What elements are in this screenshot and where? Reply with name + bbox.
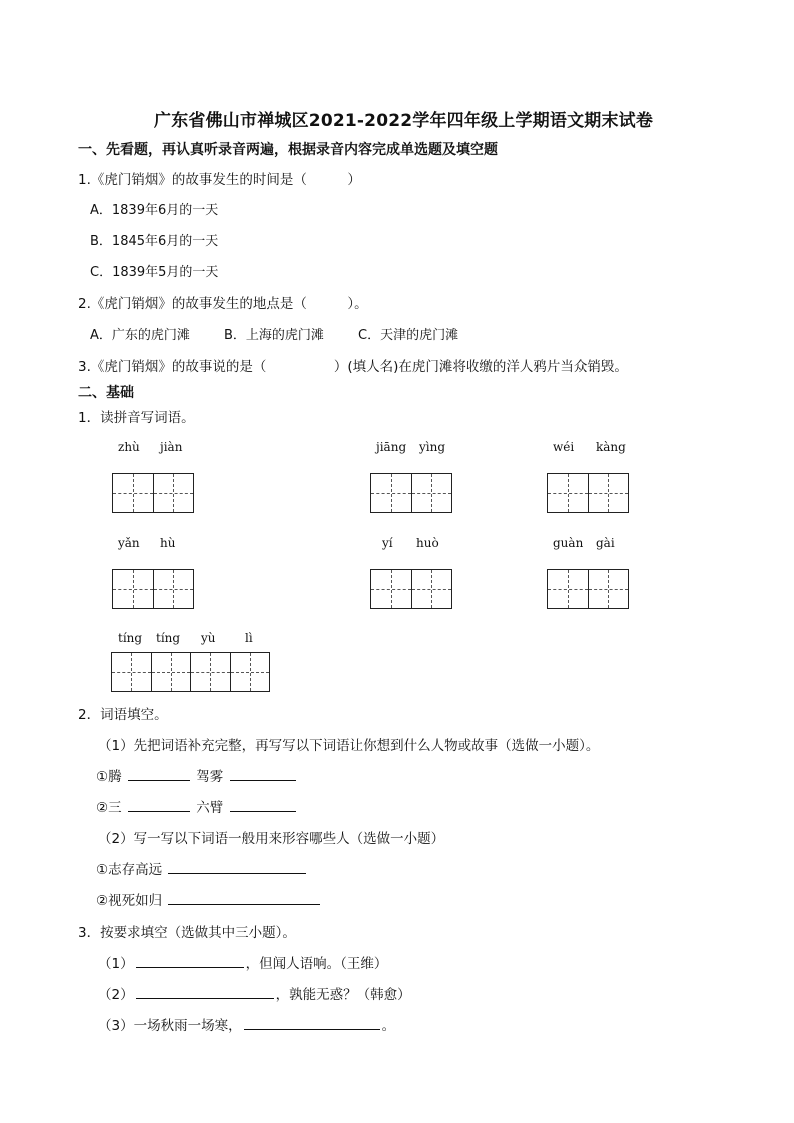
pinyin-label: yí: [382, 536, 393, 550]
section-heading-listening: 一、先看题，再认真听录音两遍，根据录音内容完成单选题及填空题: [78, 142, 498, 158]
q2-option-c[interactable]: C．天津的虎门滩: [358, 328, 459, 343]
q1-option-a[interactable]: A．1839年6月的一天: [90, 203, 219, 218]
idiom-suffix: 驾雾: [196, 769, 224, 785]
describe-line-2: [96, 889, 322, 909]
q2-option-a[interactable]: A．广东的虎门滩: [90, 328, 190, 343]
pinyin-label: jiàn: [160, 440, 183, 454]
q1-option-c[interactable]: C．1839年5月的一天: [90, 265, 219, 280]
question-2-stem: 2.《虎门销烟》的故事发生的地点是（ ）。: [78, 296, 368, 312]
story-blank[interactable]: [230, 768, 296, 781]
describe-line-1: [96, 858, 308, 878]
poem-blank[interactable]: [244, 1017, 380, 1030]
pinyin-label: tíng: [156, 631, 181, 645]
idiom-prefix: ②三: [96, 800, 122, 816]
section-heading-basics: 二、基础: [78, 385, 134, 401]
poem-text: （3）一场秋雨一场寒，: [98, 1018, 242, 1034]
describe-blank[interactable]: [168, 892, 320, 905]
question-3-stem: 3.《虎门销烟》的故事说的是（ ）(填人名)在虎门滩将收缴的洋人鸦片当众销毁。: [78, 359, 628, 375]
writing-grid-7[interactable]: [111, 652, 270, 692]
pinyin-label: yǎn: [118, 536, 140, 550]
poem-number: （2）: [98, 987, 134, 1003]
q2-option-b[interactable]: B．上海的虎门滩: [224, 328, 324, 343]
question-1-stem: 1.《虎门销烟》的故事发生的时间是（ ）: [78, 172, 361, 188]
word-fill-part-1: （1）先把词语补充完整，再写写以下词语让你想到什么人物或故事（选做一小题）。: [98, 738, 600, 754]
describe-word: ①志存高远: [96, 862, 163, 878]
pinyin-label: wéi: [553, 440, 575, 454]
pinyin-label: yù: [201, 631, 216, 645]
story-blank[interactable]: [230, 799, 296, 812]
poem-line-3: [98, 1014, 395, 1034]
poem-line-1: [98, 952, 387, 972]
word-fill-part-2: （2）写一写以下词语一般用来形容哪些人（选做一小题）: [98, 831, 445, 847]
pinyin-label: tíng: [118, 631, 143, 645]
poem-blank[interactable]: [136, 986, 274, 999]
writing-grid-4[interactable]: [112, 569, 194, 609]
pinyin-question-stem: 1．读拼音写词语。: [78, 410, 195, 426]
poem-line-2: [98, 983, 411, 1003]
writing-grid-6[interactable]: [547, 569, 629, 609]
q1-option-b[interactable]: B．1845年6月的一天: [90, 234, 219, 249]
pinyin-label: kàng: [596, 440, 626, 454]
poem-number: （1）: [98, 956, 134, 972]
poem-text: ，孰能无惑？（韩愈）: [275, 987, 411, 1003]
writing-grid-5[interactable]: [370, 569, 452, 609]
idiom-blank[interactable]: [128, 768, 190, 781]
writing-grid-2[interactable]: [370, 473, 452, 513]
describe-word: ②视死如归: [96, 893, 163, 909]
pinyin-label: gài: [596, 536, 615, 550]
word-fill-question-stem: 2．词语填空。: [78, 707, 168, 723]
pinyin-label: lì: [245, 631, 253, 645]
writing-grid-3[interactable]: [547, 473, 629, 513]
poem-fill-question-stem: 3．按要求填空（选做其中三小题）。: [78, 925, 296, 941]
writing-grid-1[interactable]: [112, 473, 194, 513]
idiom-line-1: [96, 765, 298, 785]
idiom-prefix: ①腾: [96, 769, 122, 785]
idiom-line-2: [96, 796, 298, 816]
idiom-blank[interactable]: [128, 799, 190, 812]
poem-text: ，但闻人语响。（王维）: [245, 956, 388, 972]
pinyin-label: huò: [416, 536, 439, 550]
poem-text: 。: [381, 1018, 396, 1034]
idiom-suffix: 六臂: [196, 800, 224, 816]
pinyin-label: jiāng: [376, 440, 407, 454]
pinyin-label: guàn: [553, 536, 584, 550]
page-title: 广东省佛山市禅城区2021-2022学年四年级上学期语文期末试卷: [154, 111, 654, 131]
pinyin-label: hù: [160, 536, 176, 550]
pinyin-label: yìng: [419, 440, 446, 454]
poem-blank[interactable]: [136, 955, 244, 968]
describe-blank[interactable]: [168, 861, 306, 874]
pinyin-label: zhù: [118, 440, 140, 454]
